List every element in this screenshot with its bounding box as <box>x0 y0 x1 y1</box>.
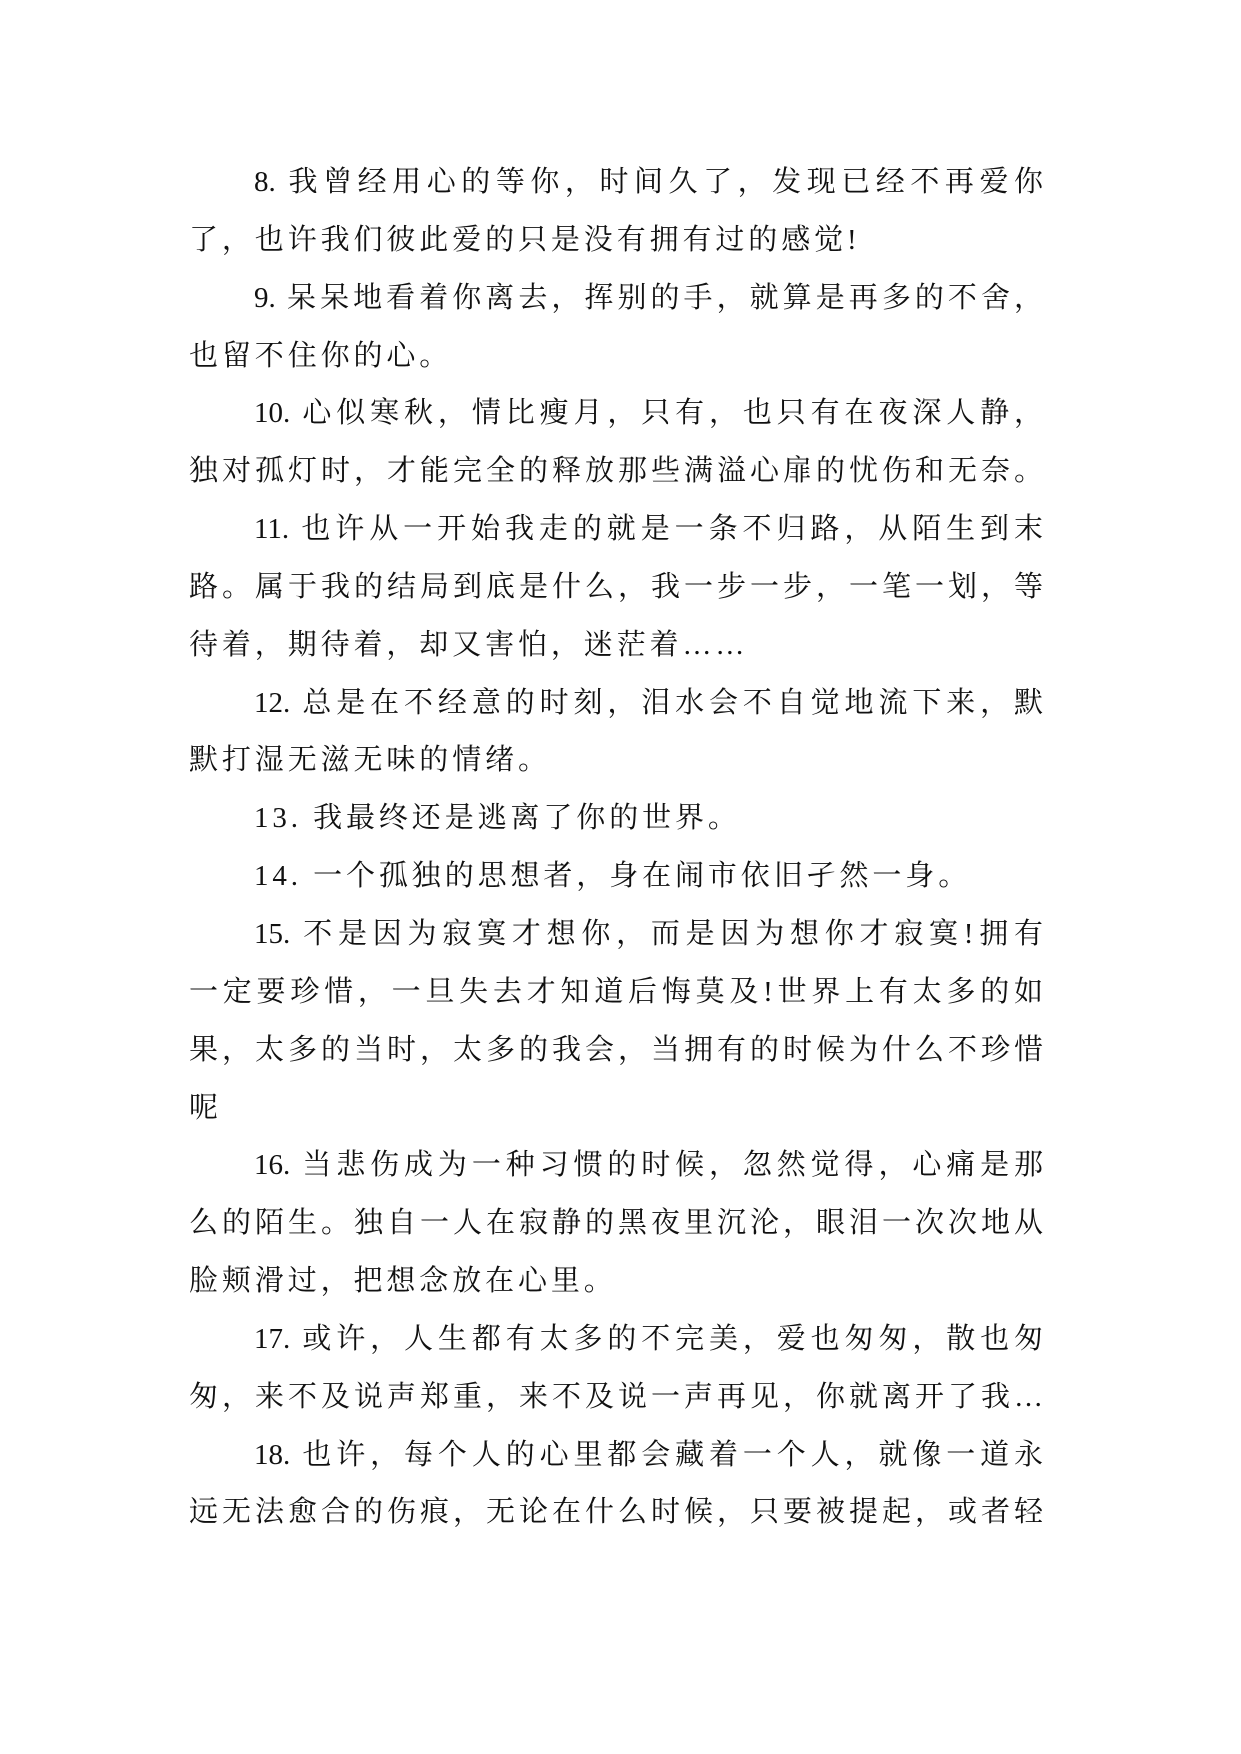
paragraph-line: 10. 心似寒秋，情比瘦月，只有，也只有在夜深人静， <box>254 397 1043 430</box>
paragraph-line: 呢 <box>189 1091 222 1124</box>
numbered-paragraph <box>189 1311 1043 1427</box>
paragraph-line: 匆，来不及说声郑重，来不及说一声再见，你就离开了我… <box>189 1380 1043 1413</box>
paragraph-line: 14. 一个孤独的思想者，身在闹市依旧孑然一身。 <box>254 860 972 893</box>
paragraph-line: 15. 不是因为寂寞才想你，而是因为想你才寂寞!拥有 <box>254 917 1043 950</box>
numbered-paragraph <box>189 675 1043 791</box>
paragraph-line: 么的陌生。独自一人在寂静的黑夜里沉沦，眼泪一次次地从 <box>189 1207 1043 1240</box>
numbered-paragraph <box>189 848 1043 906</box>
paragraph-line: 9. 呆呆地看着你离去，挥别的手，就算是再多的不舍， <box>254 281 1043 314</box>
paragraph-line: 默打湿无滋无味的情绪。 <box>189 744 551 777</box>
numbered-paragraph <box>189 906 1043 1137</box>
paragraph-line: 果，太多的当时，太多的我会，当拥有的时候为什么不珍惜 <box>189 1033 1043 1066</box>
paragraph-line: 远无法愈合的伤痕，无论在什么时候，只要被提起，或者轻 <box>189 1496 1043 1529</box>
paragraph-line: 了，也许我们彼此爱的只是没有拥有过的感觉! <box>189 223 861 256</box>
paragraph-line: 17. 或许，人生都有太多的不完美，爱也匆匆，散也匆 <box>254 1322 1043 1355</box>
paragraph-line: 一定要珍惜，一旦失去才知道后悔莫及!世界上有太多的如 <box>189 975 1043 1008</box>
paragraph-line: 18. 也许，每个人的心里都会藏着一个人，就像一道永 <box>254 1438 1043 1471</box>
paragraph-line: 12. 总是在不经意的时刻，泪水会不自觉地流下来，默 <box>254 686 1043 719</box>
paragraph-line: 8. 我曾经用心的等你，时间久了，发现已经不再爱你 <box>254 166 1043 198</box>
paragraph-line: 11. 也许从一开始我走的就是一条不归路，从陌生到末 <box>254 513 1043 546</box>
numbered-paragraph <box>189 501 1043 675</box>
paragraph-line: 路。属于我的结局到底是什么，我一步一步，一笔一划，等 <box>189 570 1043 603</box>
paragraph-line: 独对孤灯时，才能完全的释放那些满溢心扉的忧伤和无奈。 <box>189 455 1043 488</box>
paragraph-line: 待着，期待着，却又害怕，迷茫着…… <box>189 628 749 661</box>
numbered-paragraph <box>189 154 1043 270</box>
paragraph-line: 13. 我最终还是逃离了你的世界。 <box>254 802 741 835</box>
paragraph-line: 16. 当悲伤成为一种习惯的时候，忽然觉得，心痛是那 <box>254 1149 1043 1182</box>
paragraph-line: 脸颊滑过，把想念放在心里。 <box>189 1265 617 1298</box>
numbered-paragraph <box>189 1427 1043 1543</box>
document-body <box>189 154 1043 1542</box>
numbered-paragraph <box>189 790 1043 848</box>
numbered-paragraph <box>189 1137 1043 1311</box>
numbered-paragraph <box>189 385 1043 501</box>
numbered-paragraph <box>189 270 1043 386</box>
paragraph-line: 也留不住你的心。 <box>189 339 453 372</box>
